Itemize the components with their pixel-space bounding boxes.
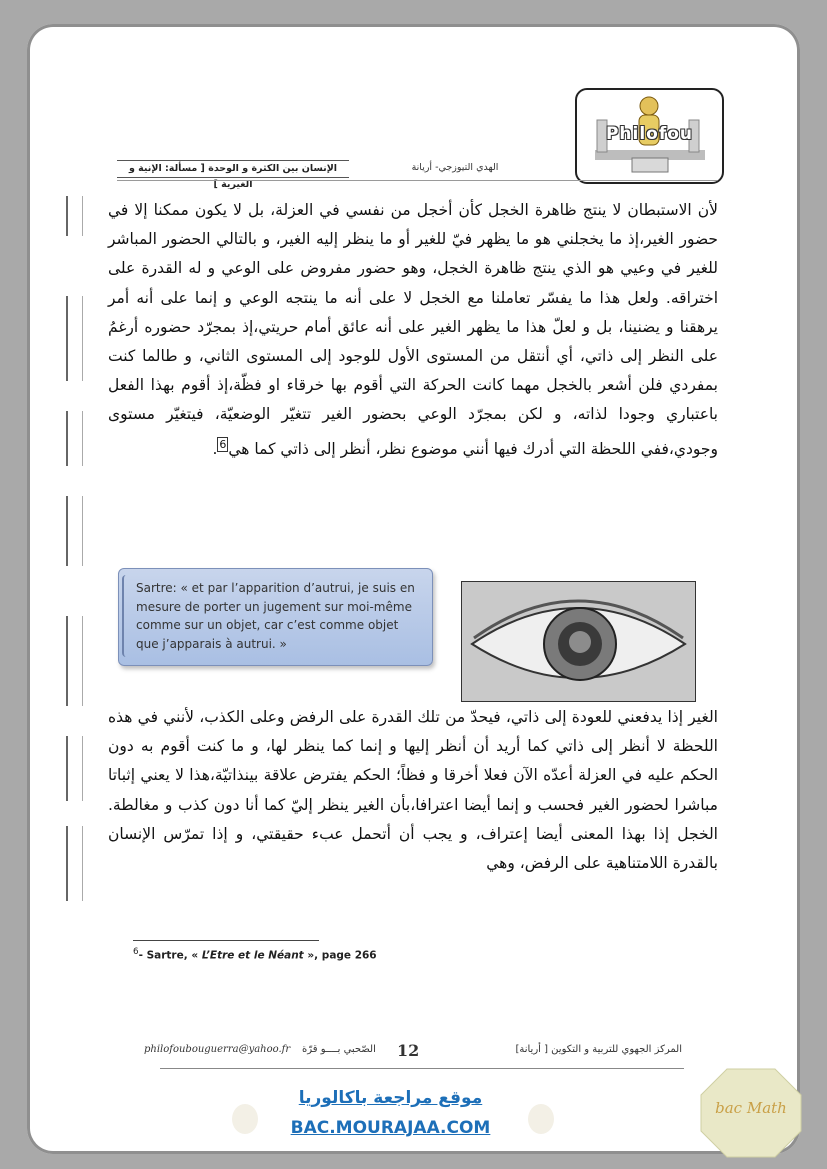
site-name-latin[interactable]: BAC.MOURAJAA.COM [290,1118,491,1138]
site-name-arabic[interactable]: موقع مراجعة باكالوريا [298,1088,483,1108]
paragraph-1-text: لأن الاستبطان لا ينتج ظاهرة الخجل كأن أخجل من نفسي في العزلة، بل لا يكون ممكنا إلا في حضور الغير،إذ ما يخجلني هو ما يظهر فيّ للغير أو ما ينظر إليه الغير، و بالتالي الحضور المباشر للغير في وعيي هو الذي ينتج ظاهرة الخجل، وهو حضور مفروض على الوعي و له القدرة على اختراقه. ولعل هذا ما يفسّر تعاملنا مع الخجل لا على أنه ما ينتجه الوعي و إنما على أنه أمر يرهقنا و يضنينا، بل و لعلّ هذا ما يظهر الغير على أنه عائق أمام حريتي،إذ بمجرّد حضوره أرغمُ على النظر إلى ذاتي، أي أنتقل من المستوى الأول للوجود إلى المستوى الثاني، و طالما كنت بمفردي فلن أشعر بالخجل مهما كانت الحركة التي أقوم بها خرقاء او فظّة،إذ أقوم بهذا الفعل باعتباري وجودا لذاته، و لكن بمجرّد الوعي بحضور الغير تتغيّر الوضعيّة، فيتغيّر مستوى وجودي،ففي اللحظة التي أدرك فيها أنني موضوع نظر، أنظر إلى ذاتي كما هي [108,201,718,458]
page-number: 12 [397,1041,420,1060]
margin-mark [66,196,83,236]
header-divider [117,180,717,181]
philofou-logo [575,88,724,184]
site-logo-icon [232,1104,258,1134]
site-watermark[interactable] [283,1083,498,1151]
author-header: الهدي التيوزجي- أريانة [411,162,499,173]
footnote [133,947,377,962]
margin-decoration [58,196,88,936]
footnote-number: 6 [133,947,139,957]
logo-text: Philofou [605,124,694,144]
sartre-quote-callout [118,568,433,666]
site-logo-icon [528,1104,554,1134]
margin-mark [66,496,83,566]
lesson-title: الإنسان بين الكثرة و الوحدة [ مسألة: الإنية و الغيرية ] [117,160,349,178]
footer-divider [160,1068,684,1069]
footnote-reference[interactable]: 6 [219,437,227,451]
eye-icon [462,582,695,701]
footnote-divider [133,940,319,941]
bac-math-badge [697,1065,805,1160]
footer-institution: المركز الجهوي للتربية و التكوين [ أريانة] [515,1044,682,1055]
paragraph-1: لأن الاستبطان لا ينتج ظاهرة الخجل كأن أخجل من نفسي في العزلة، بل لا يكون ممكنا إلا في حضور الغير،إذ ما يخجلني هو ما يظهر فيّ للغير أو ما ينظر إليه الغير، و بالتالي الحضور المباشر للغير في وعيي هو الذي ينتج ظاهرة الخجل، وهو حضور مفروض على الوعي و له القدرة على اختراقه. ولعل هذا ما يفسّر تعاملنا مع الخجل لا على أنه ما ينتجه الوعي و إنما على أنه أمر يرهقنا و يضنينا، بل و لعلّ هذا ما يظهر الغير على أنه عائق أمام حريتي،إذ بمجرّد حضوره أرغمُ على النظر إلى ذاتي، أي أنتقل من المستوى الأول للوجود إلى المستوى الثاني، و طالما كنت بمفردي فلن أشعر بالخجل مهما كانت الحركة التي أقوم بها خرقاء او فظّة،إذ أقوم بهذا الفعل باعتباري وجودا لذاته، و لكن بمجرّد الوعي بحضور الغير تتغيّر الوضعيّة، فيتغيّر مستوى وجودي،ففي اللحظة التي أدرك فيها أنني موضوع نظر، أنظر إلى ذاتي كما هي$^6$. [108,201,718,458]
margin-mark [66,296,83,381]
margin-mark [66,411,83,466]
footer-author: الصّحبي بــــو قرّة [302,1044,376,1055]
footnote-suffix: », page 266 [303,949,377,962]
footnote-book-title: L’Etre et le Néant [201,949,304,962]
badge-text: bac Math [715,1099,787,1117]
eye-illustration [461,581,696,702]
footnote-prefix: - Sartre, « [138,949,202,962]
margin-mark [66,736,83,801]
paragraph-2: الغير إذا يدفعني للعودة إلى ذاتي، فيحدّ من تلك القدرة على الرفض وعلى الكذب، لأنني في هذه اللحظة لا أنظر إلى ذاتي كما أريد أن أنظر إليها و إنما كما ينظر لها، و ما كنت أقوم به دون الحكم عليه في العزلة أعدّه الآن فعلا أخرقا و فظاً؛ الحكم يفترض علاقة بينذاتيّة،هذا لا يعني إثباتا مباشرا لحضور الغير فحسب و إنما أيضا اعترافا،بأن الغير ينظر إليّ كما أنا دون كذب و مغالطة. الخجل إذا بهذا المعنى أيضا إعتراف، و يجب أن أتحمل عبء حقيقتي، و إذا تمرّس الإنسان بالقدرة اللامتناهية على الرفض، وهي [108,708,718,873]
scroll-curl-icon [122,575,133,657]
margin-mark [66,616,83,706]
margin-mark [66,826,83,901]
footer-email[interactable]: philofoubouguerra@yahoo.fr [144,1044,291,1055]
sartre-quote: Sartre: « et par l’apparition d’autrui, je suis en mesure de porter un jugement sur moi-même comme sur un objet, car c’est comme objet que j’apparais à autrui. » [136,581,415,651]
